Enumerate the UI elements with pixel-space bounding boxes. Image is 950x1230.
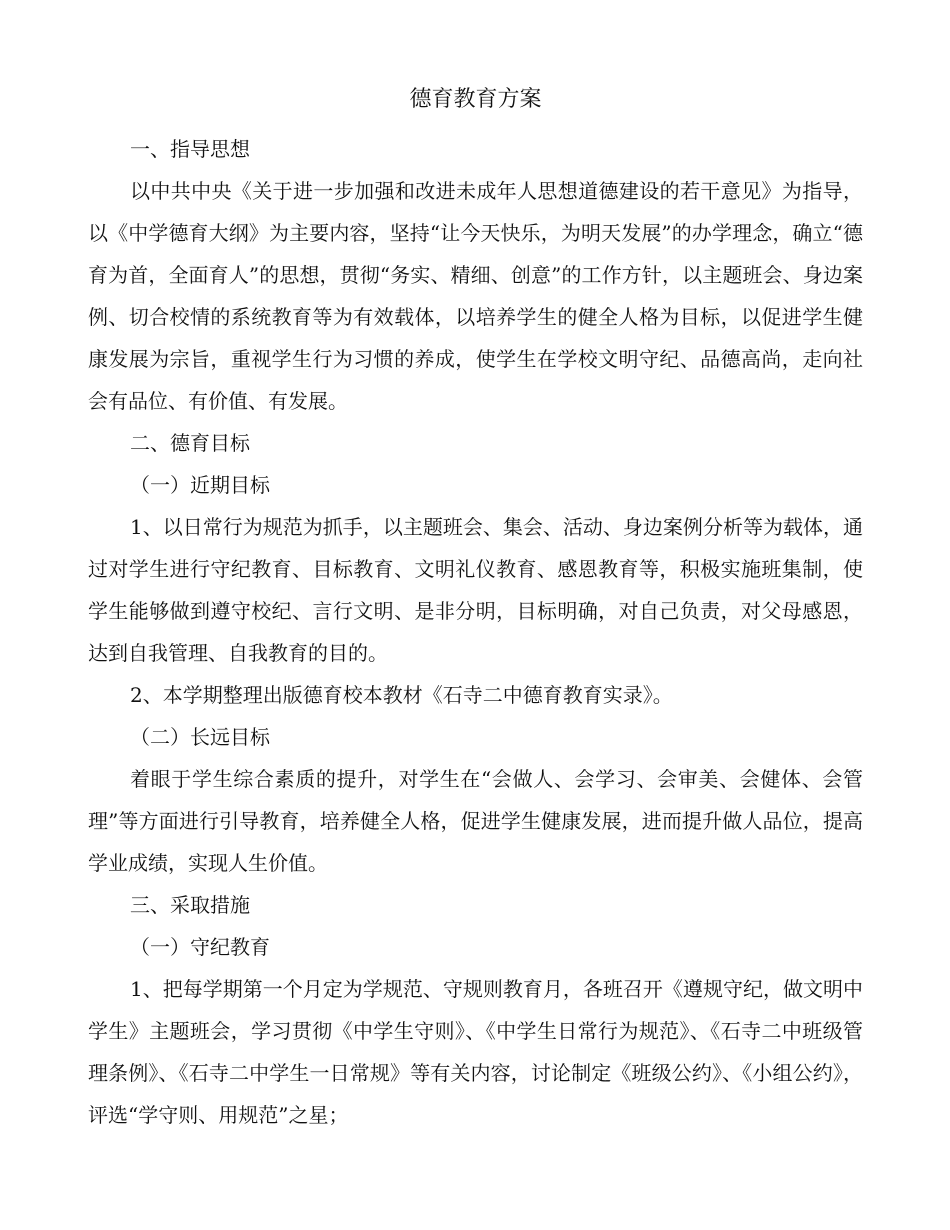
paragraph-short-term-goal-1: 1、以日常行为规范为抓手，以主题班会、集会、活动、身边案例分析等为载体，通过对学生进行守纪教育、目标教育、文明礼仪教育、感恩教育等，积极实施班集制，使学生能够做到遵守校纪、言行文明、是非分明，目标明确，对自己负责，对父母感恩，达到自我管理、自我教育的目的。 (88, 515, 863, 665)
subheading-discipline-education: （一）守纪教育 (130, 935, 270, 959)
section-heading-moral-goals: 二、德育目标 (130, 431, 250, 455)
paragraph-guiding-ideology: 以中共中央《关于进一步加强和改进未成年人思想道德建设的若干意见》为指导，以《中学德育大纲》为主要内容，坚持“让今天快乐，为明天发展”的办学理念，确立“德育为首，全面育人”的思想，贯彻“务实、精细、创意”的工作方针，以主题班会、身边案例、切合校情的系统教育等为有效载体，以培养学生的健全人格为目标，以促进学生健康发展为宗旨，重视学生行为习惯的养成，使学生在学校文明守纪、品德高尚，走向社会有品位、有价值、有发展。 (88, 179, 863, 413)
document-title: 德育教育方案 (409, 87, 542, 112)
paragraph-discipline-education-1: 1、把每学期第一个月定为学规范、守规则教育月，各班召开《遵规守纪，做文明中学生》主题班会，学习贯彻《中学生守则》、《中学生日常行为规范》、《石寺二中班级管理条例》、《石寺二中学生一日常规》等有关内容，讨论制定《班级公约》、《小组公约》，评选“学守则、用规范”之星； (88, 977, 863, 1127)
subheading-long-term-goals: （二）长远目标 (130, 725, 270, 749)
section-heading-measures: 三、采取措施 (130, 893, 250, 917)
document-page (88, 82, 863, 1136)
subheading-short-term-goals: （一）近期目标 (130, 473, 270, 497)
paragraph-long-term-goals: 着眼于学生综合素质的提升，对学生在“会做人、会学习、会审美、会健体、会管理”等方面进行引导教育，培养健全人格，促进学生健康发展，进而提升做人品位，提高学业成绩，实现人生价值。 (88, 767, 863, 875)
paragraph-short-term-goal-2: 2、本学期整理出版德育校本教材《石寺二中德育教育实录》。 (130, 683, 673, 707)
section-heading-guiding-ideology: 一、指导思想 (130, 137, 250, 161)
